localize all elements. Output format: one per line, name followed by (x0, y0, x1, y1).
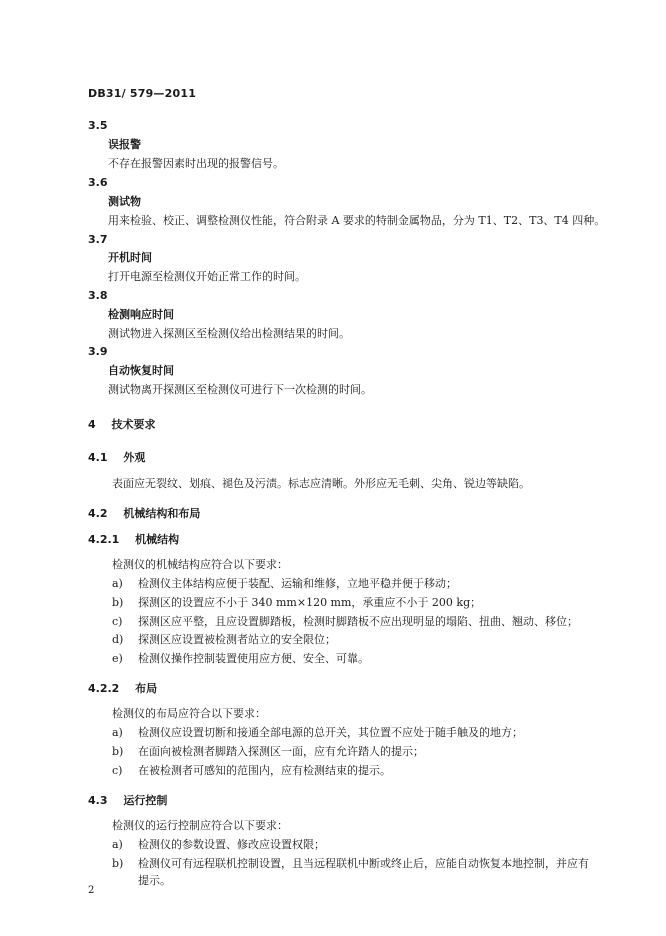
section-number: 4.3 (88, 794, 108, 807)
list-item: d) 探测区应设置被检测者站立的安全限位； (112, 633, 336, 646)
term-number: 3.9 (88, 345, 108, 358)
term-title: 开机时间 (108, 251, 152, 264)
term-number: 3.6 (88, 176, 108, 189)
page-number: 2 (88, 885, 95, 896)
section-heading (88, 794, 167, 808)
section-number: 4.2.1 (88, 533, 120, 546)
term-definition: 测试物离开探测区至检测仪可进行下一次检测的时间。 (108, 383, 372, 396)
section-number: 4 (88, 418, 96, 431)
section-heading (88, 418, 156, 432)
section-title: 运行控制 (123, 794, 168, 807)
list-item: b) 探测区的设置应不小于 340 mm×120 mm，承重应不小于 200 kg； (112, 596, 482, 609)
section-number: 4.1 (88, 451, 108, 464)
section-heading (88, 682, 157, 696)
list-item: b) 检测仪可有远程联机控制设置，且当远程联机中断或终止后，应能自动恢复本地控制，并应有 (112, 857, 589, 870)
term-number: 3.8 (88, 289, 108, 302)
list-item: a) 检测仪的参数设置、修改应设置权限； (112, 838, 325, 851)
term-title: 检测响应时间 (108, 308, 174, 321)
list-item: a) 检测仪主体结构应便于装配、运输和维修，立地平稳并便于移动； (112, 577, 457, 590)
section-title: 技术要求 (111, 418, 156, 431)
section-heading (88, 533, 179, 547)
term-number: 3.5 (88, 119, 108, 132)
list-item: c) 探测区应平整，且应设置脚踏板，检测时脚踏板不应出现明显的塌陷、扭曲、翘动、移位； (112, 615, 578, 628)
term-definition: 打开电源至检测仪开始正常工作的时间。 (108, 270, 306, 283)
section-title: 机械结构和布局 (123, 507, 201, 520)
list-item: a) 检测仪应设置切断和接通全部电源的总开关，其位置不应处于随手触及的地方； (112, 726, 523, 739)
section-title: 机械结构 (135, 533, 180, 546)
term-number: 3.7 (88, 233, 108, 246)
term-title: 误报警 (108, 138, 141, 151)
term-title: 自动恢复时间 (108, 364, 174, 377)
paragraph: 检测仪的布局应符合以下要求： (112, 707, 266, 720)
list-item-continuation: 提示。 (138, 874, 171, 887)
paragraph: 检测仪的机械结构应符合以下要求： (112, 558, 288, 571)
section-heading (88, 451, 145, 465)
list-item: b) 在面向被检测者脚踏入探测区一面，应有允许踏人的提示； (112, 745, 424, 758)
standard-code: DB31/ 579—2011 (88, 87, 197, 100)
list-item: e) 检测仪操作控制装置使用应方便、安全、可靠。 (112, 652, 369, 665)
section-number: 4.2 (88, 507, 108, 520)
section-title: 外观 (123, 451, 146, 464)
section-heading (88, 507, 200, 521)
list-item: c) 在被检测者可感知的范围内，应有检测结束的提示。 (112, 764, 391, 777)
term-definition: 用来检验、校正、调整检测仪性能，符合附录 A 要求的特制金属物品，分为 T1、T2、T3、T4 四种。 (108, 214, 606, 227)
paragraph: 检测仪的运行控制应符合以下要求： (112, 819, 288, 832)
term-title: 测试物 (108, 195, 141, 208)
term-definition: 测试物进入探测区至检测仪给出检测结果的时间。 (108, 327, 350, 340)
term-definition: 不存在报警因素时出现的报警信号。 (108, 157, 284, 170)
paragraph: 表面应无裂纹、划痕、褪色及污渍。标志应清晰。外形应无毛刺、尖角、锐边等缺陷。 (112, 477, 530, 490)
section-title: 布局 (135, 682, 158, 695)
section-number: 4.2.2 (88, 682, 120, 695)
